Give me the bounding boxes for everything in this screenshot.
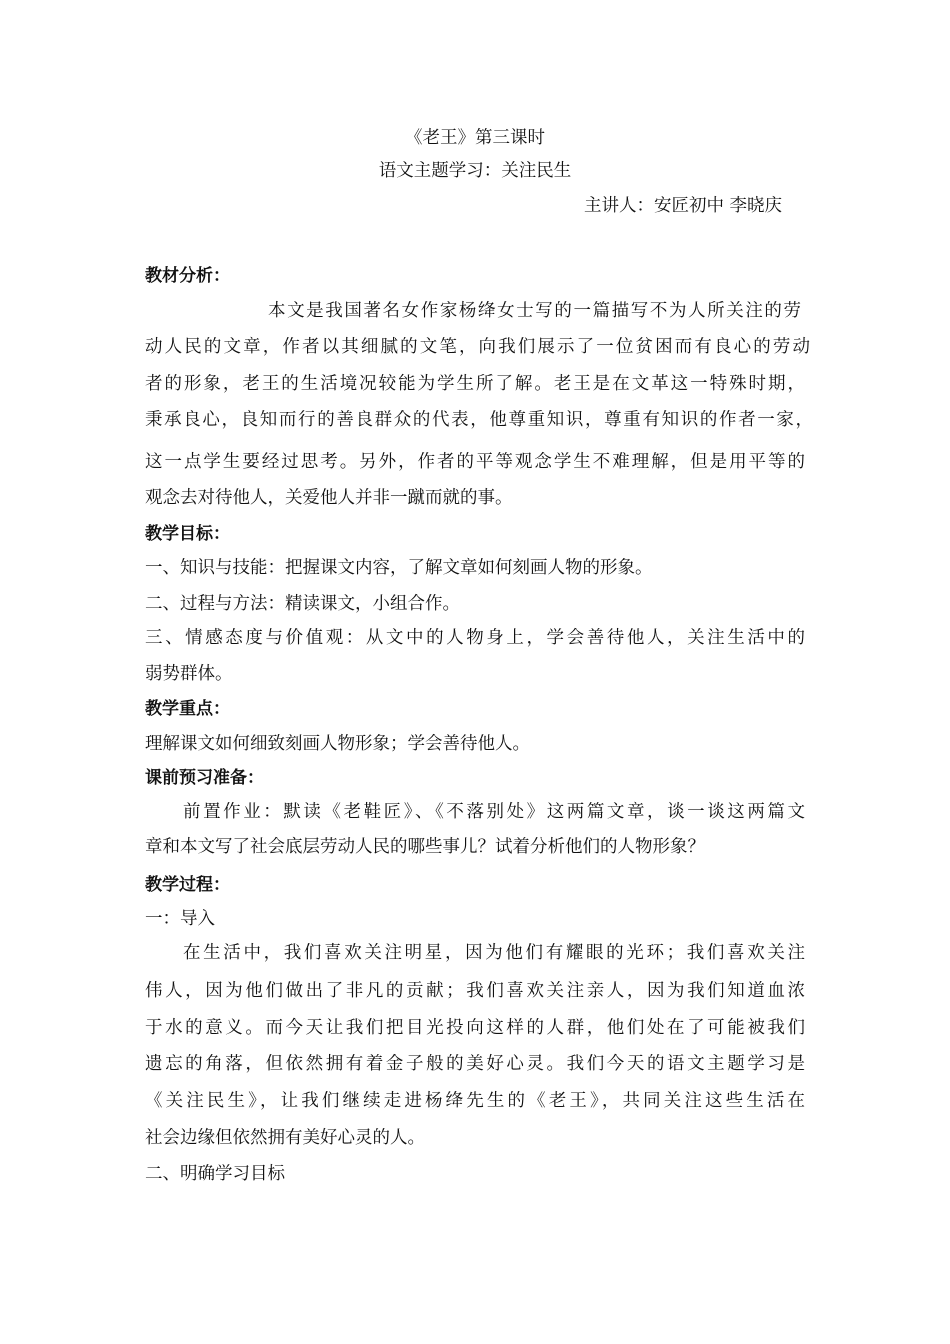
intro-line: 《关注民生》，让我们继续走进杨绛先生的《老王》，共同关注这些生活在	[145, 1091, 805, 1111]
process-heading: 教学过程：	[145, 875, 230, 895]
prep-heading: 课前预习准备：	[145, 768, 264, 788]
analysis-line: 者的形象，老王的生活境况较能为学生所了解。老王是在文革这一特殊时期，	[145, 374, 805, 394]
goal-item: 一、知识与技能：把握课文内容，了解文章如何刻画人物的形象。	[145, 558, 653, 578]
step-heading: 一：导入	[145, 909, 215, 929]
goal-item: 弱势群体。	[145, 664, 233, 684]
presenter-line: 主讲人：安匠初中 李晓庆	[584, 196, 783, 216]
analysis-line: 观念去对待他人，关爱他人并非一蹴而就的事。	[145, 488, 513, 508]
analysis-line: 这一点学生要经过思考。另外，作者的平等观念学生不难理解，但是用平等的	[145, 452, 805, 472]
analysis-heading: 教材分析：	[145, 266, 230, 286]
intro-line: 在生活中，我们喜欢关注明星，因为他们有耀眼的光环；我们喜欢关注	[183, 943, 805, 963]
prep-line: 章和本文写了社会底层劳动人民的哪些事儿？试着分析他们的人物形象？	[145, 837, 705, 857]
document-title: 《老王》第三课时	[405, 128, 545, 148]
goals-heading: 教学目标：	[145, 524, 230, 544]
intro-line: 遗忘的角落，但依然拥有着金子般的美好心灵。我们今天的语文主题学习是	[145, 1054, 805, 1074]
intro-line: 伟人，因为他们做出了非凡的贡献；我们喜欢关注亲人，因为我们知道血浓	[145, 981, 805, 1001]
analysis-line: 动人民的文章，作者以其细腻的文笔，向我们展示了一位贫困而有良心的劳动	[145, 337, 810, 357]
focus-heading: 教学重点：	[145, 699, 230, 719]
goal-item: 二、过程与方法：精读课文，小组合作。	[145, 594, 460, 614]
document-subtitle: 语文主题学习：关注民生	[378, 161, 572, 181]
focus-text: 理解课文如何细致刻画人物形象；学会善待他人。	[145, 734, 530, 754]
intro-line: 于水的意义。而今天让我们把目光投向这样的人群，他们处在了可能被我们	[145, 1018, 805, 1038]
prep-line: 前置作业：默读《老鞋匠》、《不落别处》这两篇文章，谈一谈这两篇文	[183, 802, 805, 822]
intro-line: 社会边缘但依然拥有美好心灵的人。	[145, 1128, 425, 1148]
analysis-line: 本文是我国著名女作家杨绛女士写的一篇描写不为人所关注的劳	[268, 301, 801, 321]
step-heading: 二、明确学习目标	[145, 1164, 285, 1184]
analysis-line: 秉承良心，良知而行的善良群众的代表，他尊重知识，尊重有知识的作者一家，	[145, 410, 813, 430]
goal-item: 三、情感态度与价值观：从文中的人物身上，学会善待他人，关注生活中的	[145, 628, 805, 648]
